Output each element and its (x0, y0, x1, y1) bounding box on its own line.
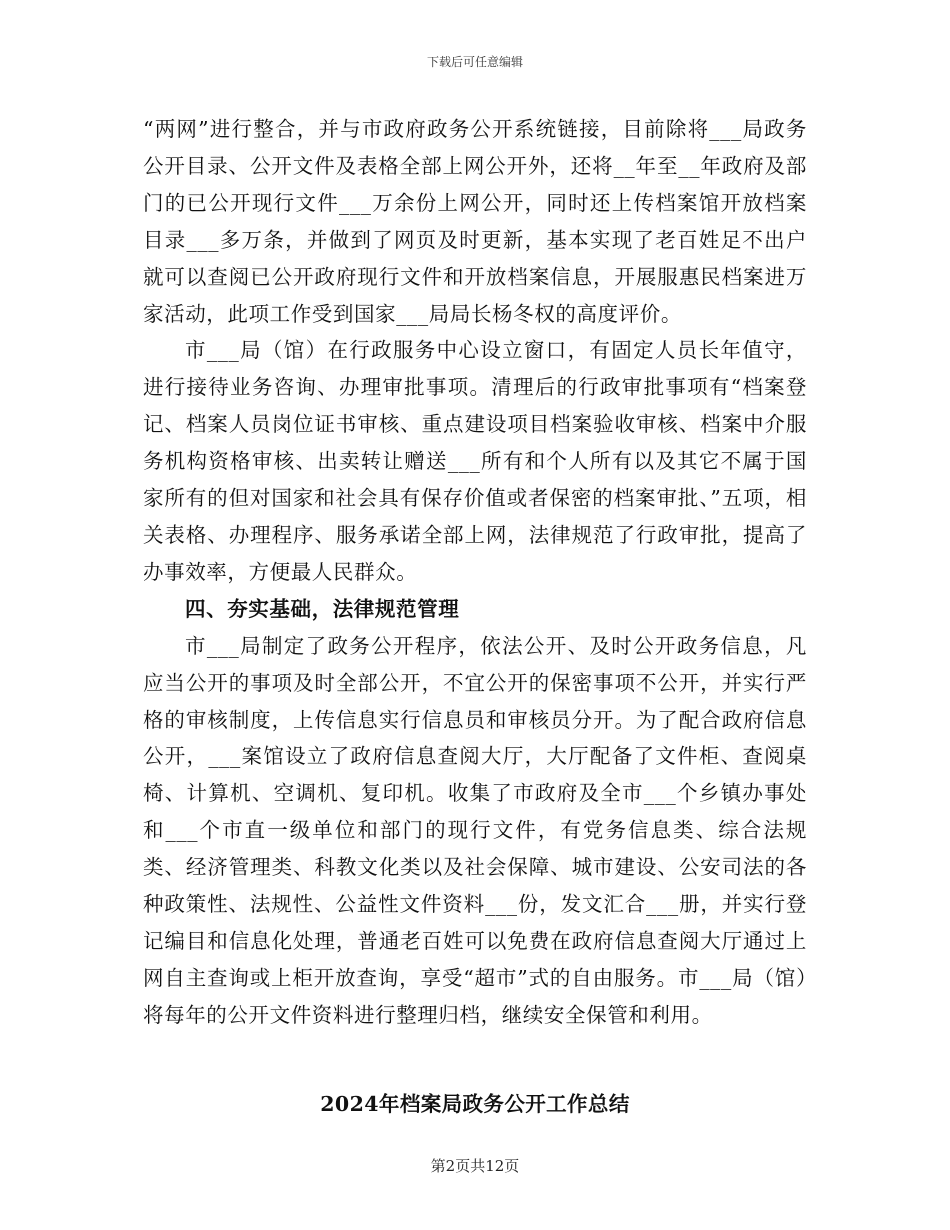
body-paragraph-3: 市___局制定了政务公开程序，依法公开、及时公开政务信息，凡应当公开的事项及时全部公开，不宜公开的保密事项不公开，并实行严格的审核制度，上传信息实行信息员和审核员分开。为了配合政府信息公开，___案馆设立了政府信息查阅大厅，大厅配备了文件柜、查阅桌椅、计算机、空调机、复印机。收集了市政府及全市___个乡镇办事处和___个市直一级单位和部门的现行文件，有党务信息类、综合法规类、经济管理类、科教文化类以及社会保障、城市建设、公安司法的各种政策性、法规性、公益性文件资料___份，发文汇合___册，并实行登记编目和信息化处理，普通老百姓可以免费在政府信息查阅大厅通过上网自主查询或上柜开放查询，享受“超市”式的自由服务。市___局（馆）将每年的公开文件资料进行整理归档，继续安全保管和利用。 (143, 633, 807, 1027)
document-body (143, 111, 807, 1034)
page-header: 下载后可任意编辑 (426, 55, 523, 69)
document-title: 2024年档案局政务公开工作总结 (320, 1092, 630, 1116)
page-footer: 第2页共12页 (430, 1157, 520, 1175)
section-heading-4: 四、夯实基础，法律规范管理 (185, 596, 460, 621)
body-paragraph-2: 市___局（馆）在行政服务中心设立窗口，有固定人员长年值守，进行接待业务咨询、办理审批事项。清理后的行政审批事项有“档案登记、档案人员岗位证书审核、重点建设项目档案验收审核、档案中介服务机构资格审核、出卖转让赠送___所有和个人所有以及其它不属于国家所有的但对国家和社会具有保存价值或者保密的档案审批、”五项，相关表格、办理程序、服务承诺全部上网，法律规范了行政审批，提高了办事效率，方便最人民群众。 (143, 338, 807, 584)
body-paragraph-1: “两网”进行整合，并与市政府政务公开系统链接，目前除将___局政务公开目录、公开文件及表格全部上网公开外，还将__年至__年政府及部门的已公开现行文件___万余份上网公开，同时还上传档案馆开放档案目录___多万条，并做到了网页及时更新，基本实现了老百姓足不出户就可以查阅已公开政府现行文件和开放档案信息，开展服惠民档案进万家活动，此项工作受到国家___局局长杨冬权的高度评价。 (143, 117, 807, 326)
